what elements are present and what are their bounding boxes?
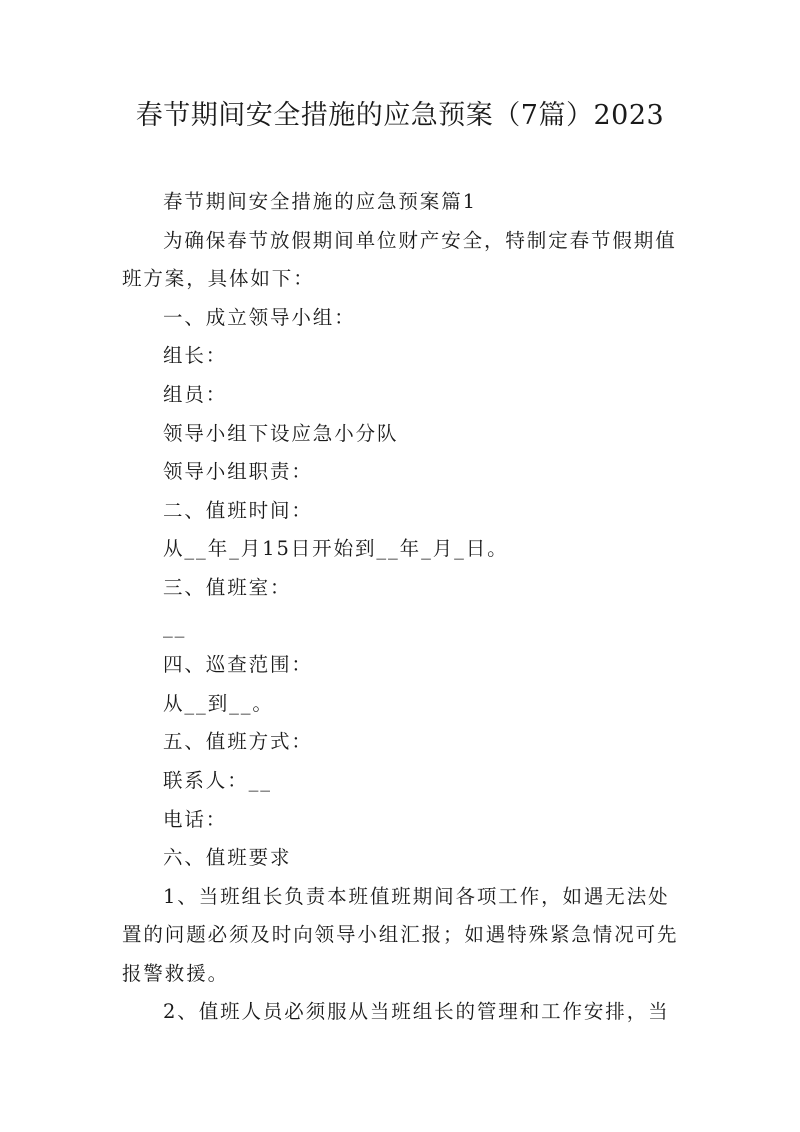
paragraph: 联系人：__ — [163, 768, 272, 792]
paragraph: 五、值班方式： — [163, 730, 313, 754]
paragraph: 为确保春节放假期间单位财产安全，特制定春节假期值班方案，具体如下： — [122, 228, 677, 291]
paragraph: 组员： — [163, 382, 228, 406]
paragraph: 六、值班要求 — [163, 846, 292, 870]
paragraph: 领导小组下设应急小分队 — [163, 421, 399, 445]
section-heading: 春节期间安全措施的应急预案篇1 — [163, 190, 477, 213]
paragraph: 四、巡查范围： — [163, 653, 313, 677]
document-title: 春节期间安全措施的应急预案（7篇）2023 — [135, 100, 665, 131]
paragraph: 从__年_月15日开始到__年_月_日。 — [163, 537, 509, 561]
paragraph: 从__到__。 — [163, 691, 274, 715]
paragraph: 三、值班室： — [163, 575, 292, 599]
document-body — [122, 183, 688, 1032]
paragraph: 组长： — [163, 344, 228, 368]
paragraph: 二、值班时间： — [163, 498, 313, 522]
paragraph: 领导小组职责： — [163, 460, 313, 484]
paragraph: 1、当班组长负责本班值班期间各项工作，如遇无法处置的问题必须及时向领导小组汇报；如遇特殊紧急情况可先报警救援。 — [122, 884, 679, 985]
paragraph: 一、成立领导小组： — [163, 305, 356, 329]
paragraph: __ — [163, 614, 187, 638]
paragraph: 2、值班人员必须服从当班组长的管理和工作安排，当 — [163, 1000, 670, 1024]
paragraph: 电话： — [163, 807, 228, 831]
